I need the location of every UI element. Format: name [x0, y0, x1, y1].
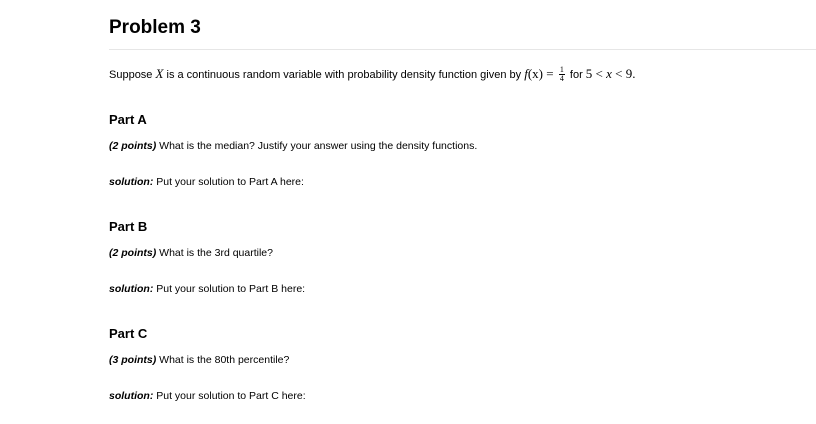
part-a-question — [109, 139, 477, 153]
part-b-points: (2 points) — [109, 247, 157, 259]
title-divider — [109, 49, 816, 50]
part-c-question-text: What is the 80th percentile? — [156, 354, 290, 366]
part-b-question — [109, 246, 273, 260]
intro-text: is a continuous random variable with probability density function given by — [163, 69, 525, 81]
part-b-question-text: What is the 3rd quartile? — [156, 247, 273, 259]
density-formula — [524, 66, 557, 81]
equals-sign: = — [543, 66, 557, 81]
part-b-solution-label: solution: — [109, 283, 154, 295]
math-var-X: X — [155, 66, 164, 81]
part-b-solution-text: Put your solution to Part B here: — [153, 283, 306, 295]
part-c-question — [109, 353, 289, 367]
intro-text: Suppose — [109, 69, 156, 81]
problem-title: Problem 3 — [109, 17, 201, 38]
part-a-points: (2 points) — [109, 140, 157, 152]
part-c-solution-label: solution: — [109, 390, 154, 402]
part-a-question-text: What is the median? Justify your answer using the density functions. — [156, 140, 478, 152]
problem-statement — [109, 65, 636, 84]
part-c-solution-text: Put your solution to Part C here: — [153, 390, 306, 402]
func-f: f — [524, 66, 528, 81]
part-c-solution — [109, 389, 306, 403]
part-b-heading: Part B — [109, 219, 148, 234]
fraction-denominator: 4 — [559, 73, 564, 83]
intro-text: for — [566, 69, 586, 81]
part-a-solution-text: Put your solution to Part A here: — [153, 176, 304, 188]
part-c-points: (3 points) — [109, 354, 157, 366]
fraction-one-quarter — [559, 66, 565, 83]
part-b-solution — [109, 282, 305, 296]
fraction-numerator: 1 — [559, 64, 564, 74]
part-c-heading: Part C — [109, 326, 148, 341]
func-arg: (x) — [527, 66, 543, 81]
part-a-solution-label: solution: — [109, 176, 154, 188]
part-a-heading: Part A — [109, 112, 147, 127]
part-a-solution — [109, 175, 304, 189]
support-interval: 5 < x < 9. — [585, 66, 636, 81]
